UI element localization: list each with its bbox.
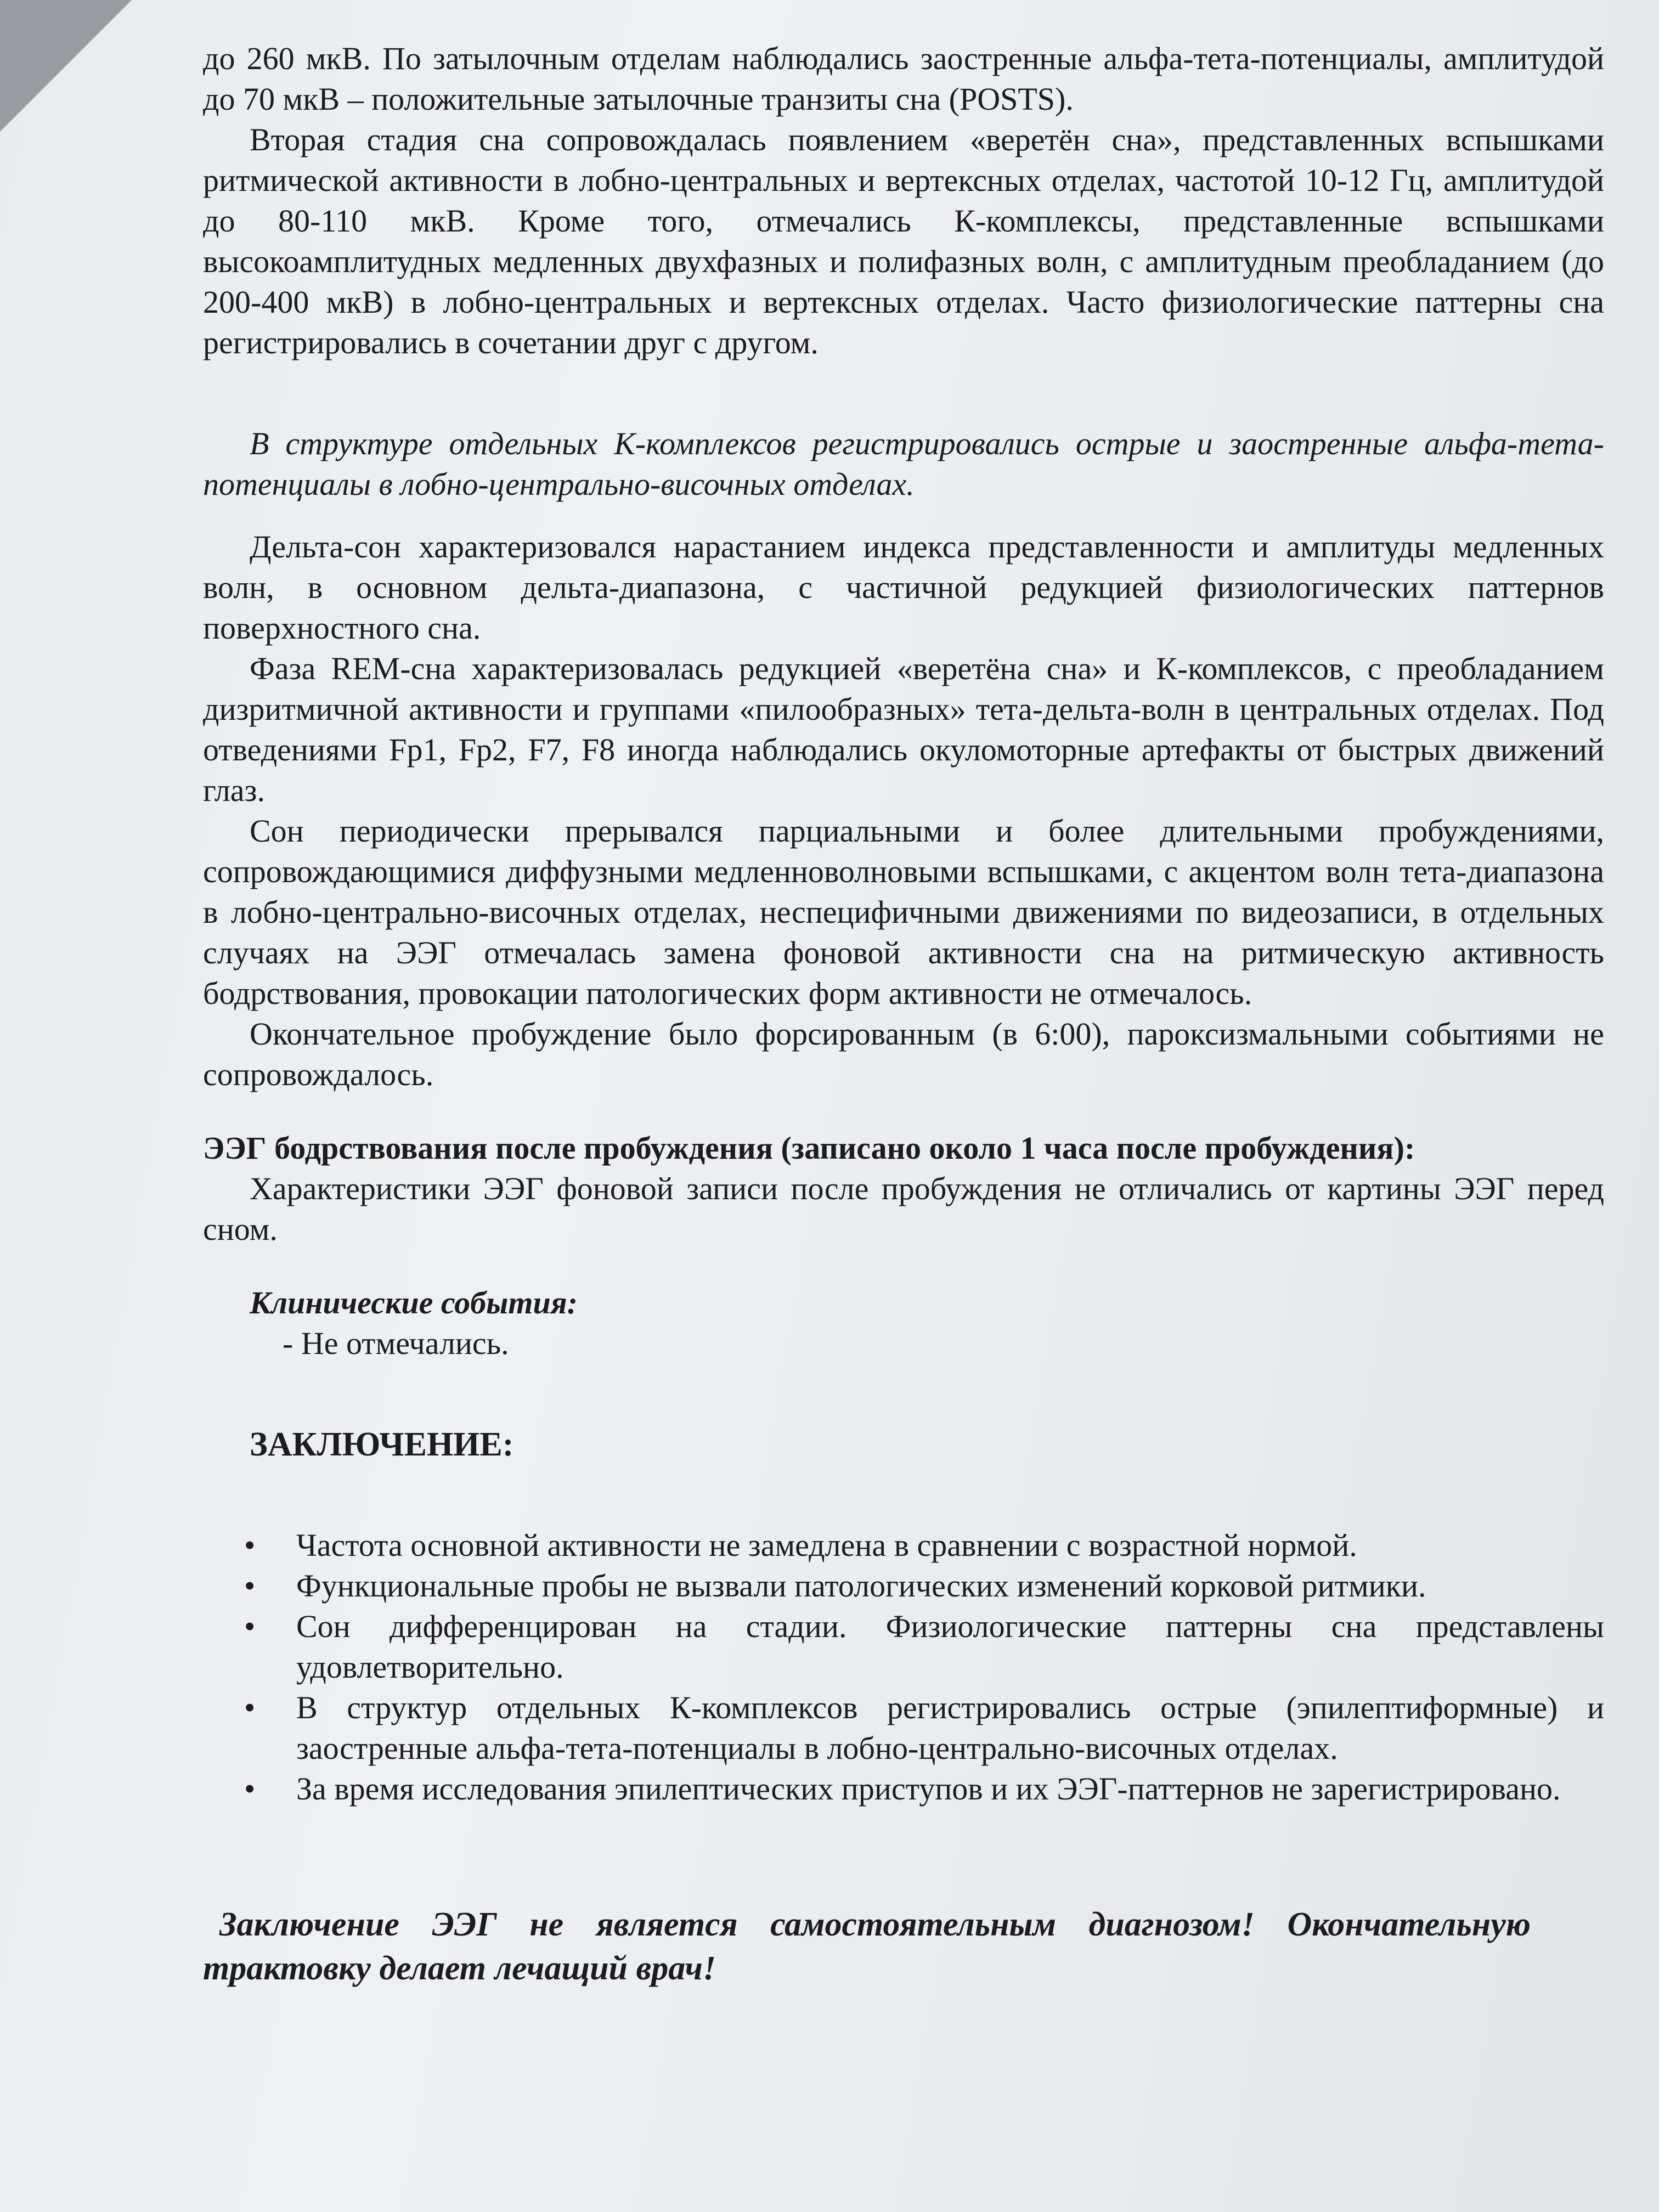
paragraph-rem-sleep: Фаза REM-сна характеризовалась редукцией «веретёна сна» и К-комплексов, с преобладанием дизритмичной активности и группами «пилообразных» тета-дельта-волн в центральных отделах. Под отведениями Fp1, Fp2, F7, F8 иногда наблюдались окуломоторные артефакты от быстрых движений глаз. — [203, 651, 1604, 808]
paragraph-delta-sleep: Дельта-сон характеризовался нарастанием индекса представленности и амплитуды медленных волн, в основном дельта-диапазона, с частичной редукцией физиологических паттернов поверхностного сна. — [203, 529, 1604, 646]
conclusion-heading: ЗАКЛЮЧЕНИЕ: — [250, 1426, 514, 1463]
conclusion-item: • За время исследования эпилептических приступов и их ЭЭГ-паттернов не зарегистрировано. — [296, 1769, 1604, 1809]
clinical-events-item: - Не отмечались. — [283, 1325, 509, 1361]
paragraph-final-awakening: Окончательное пробуждение было форсированным (в 6:00), пароксизмальными событиями не сопровождалось. — [203, 1016, 1604, 1092]
paragraph-posts: до 260 мкВ. По затылочным отделам наблюдались заостренные альфа-тета-потенциалы, амплитудой до 70 мкВ – положительные затылочные транзиты сна (POSTS). — [203, 41, 1604, 117]
paragraph-awakenings: Сон периодически прерывался парциальными и более длительными пробуждениями, сопровождающимися диффузными медленноволновыми вспышками, с акцентом волн тета-диапазона в лобно-центрально-височных отделах, неспецифичными движениями по видеозаписи, в отдельных случаях на ЭЭГ отмечалась замена фоновой активности сна на ритмическую активность бодрствования, провокации патологических форм активности не отмечалось. — [203, 813, 1604, 1011]
disclaimer: Заключение ЭЭГ не является самостоятельным диагнозом! Окончательную трактовку делает лечащий врач! — [203, 1906, 1531, 1987]
conclusion-list — [203, 1525, 1604, 1809]
clinical-events-heading: Клинические события: — [250, 1285, 578, 1321]
page-corner-background — [0, 0, 132, 132]
conclusion-item: • Частота основной активности не замедлена в сравнении с возрастной нормой. — [296, 1525, 1604, 1566]
awake-eeg-text: Характеристики ЭЭГ фоновой записи после пробуждения не отличались от картины ЭЭГ перед сном. — [203, 1171, 1604, 1247]
paragraph-k-complexes: В структуре отдельных К-комплексов регистрировались острые и заостренные альфа-тета-потенциалы в лобно-центрально-височных отделах. — [203, 426, 1604, 502]
paragraph-second-stage-sleep: Вторая стадия сна сопровождалась появлением «веретён сна», представленных вспышками ритмической активности в лобно-центральных и вертексных отделах, частотой 10-12 Гц, амплитудой до 80-110 мкВ. Кроме того, отмечались К-комплексы, представленные вспышками высокоамплитудных медленных двухфазных и полифазных волн, с амплитудным преобладанием (до 200-400 мкВ) в лобно-центральных и вертексных отделах. Часто физиологические паттерны сна регистрировались в сочетании друг с другом. — [203, 122, 1604, 360]
conclusion-item: • Сон дифференцирован на стадии. Физиологические паттерны сна представлены удовлетворительно. — [296, 1606, 1604, 1688]
awake-eeg-heading: ЭЭГ бодрствования после пробуждения (записано около 1 часа после пробуждения): — [203, 1130, 1415, 1166]
conclusion-item: • В структур отдельных К-комплексов регистрировались острые (эпилептиформные) и заостренные альфа-тета-потенциалы в лобно-центрально-височных отделах. — [296, 1688, 1604, 1769]
conclusion-item: • Функциональные пробы не вызвали патологических изменений корковой ритмики. — [296, 1566, 1604, 1606]
